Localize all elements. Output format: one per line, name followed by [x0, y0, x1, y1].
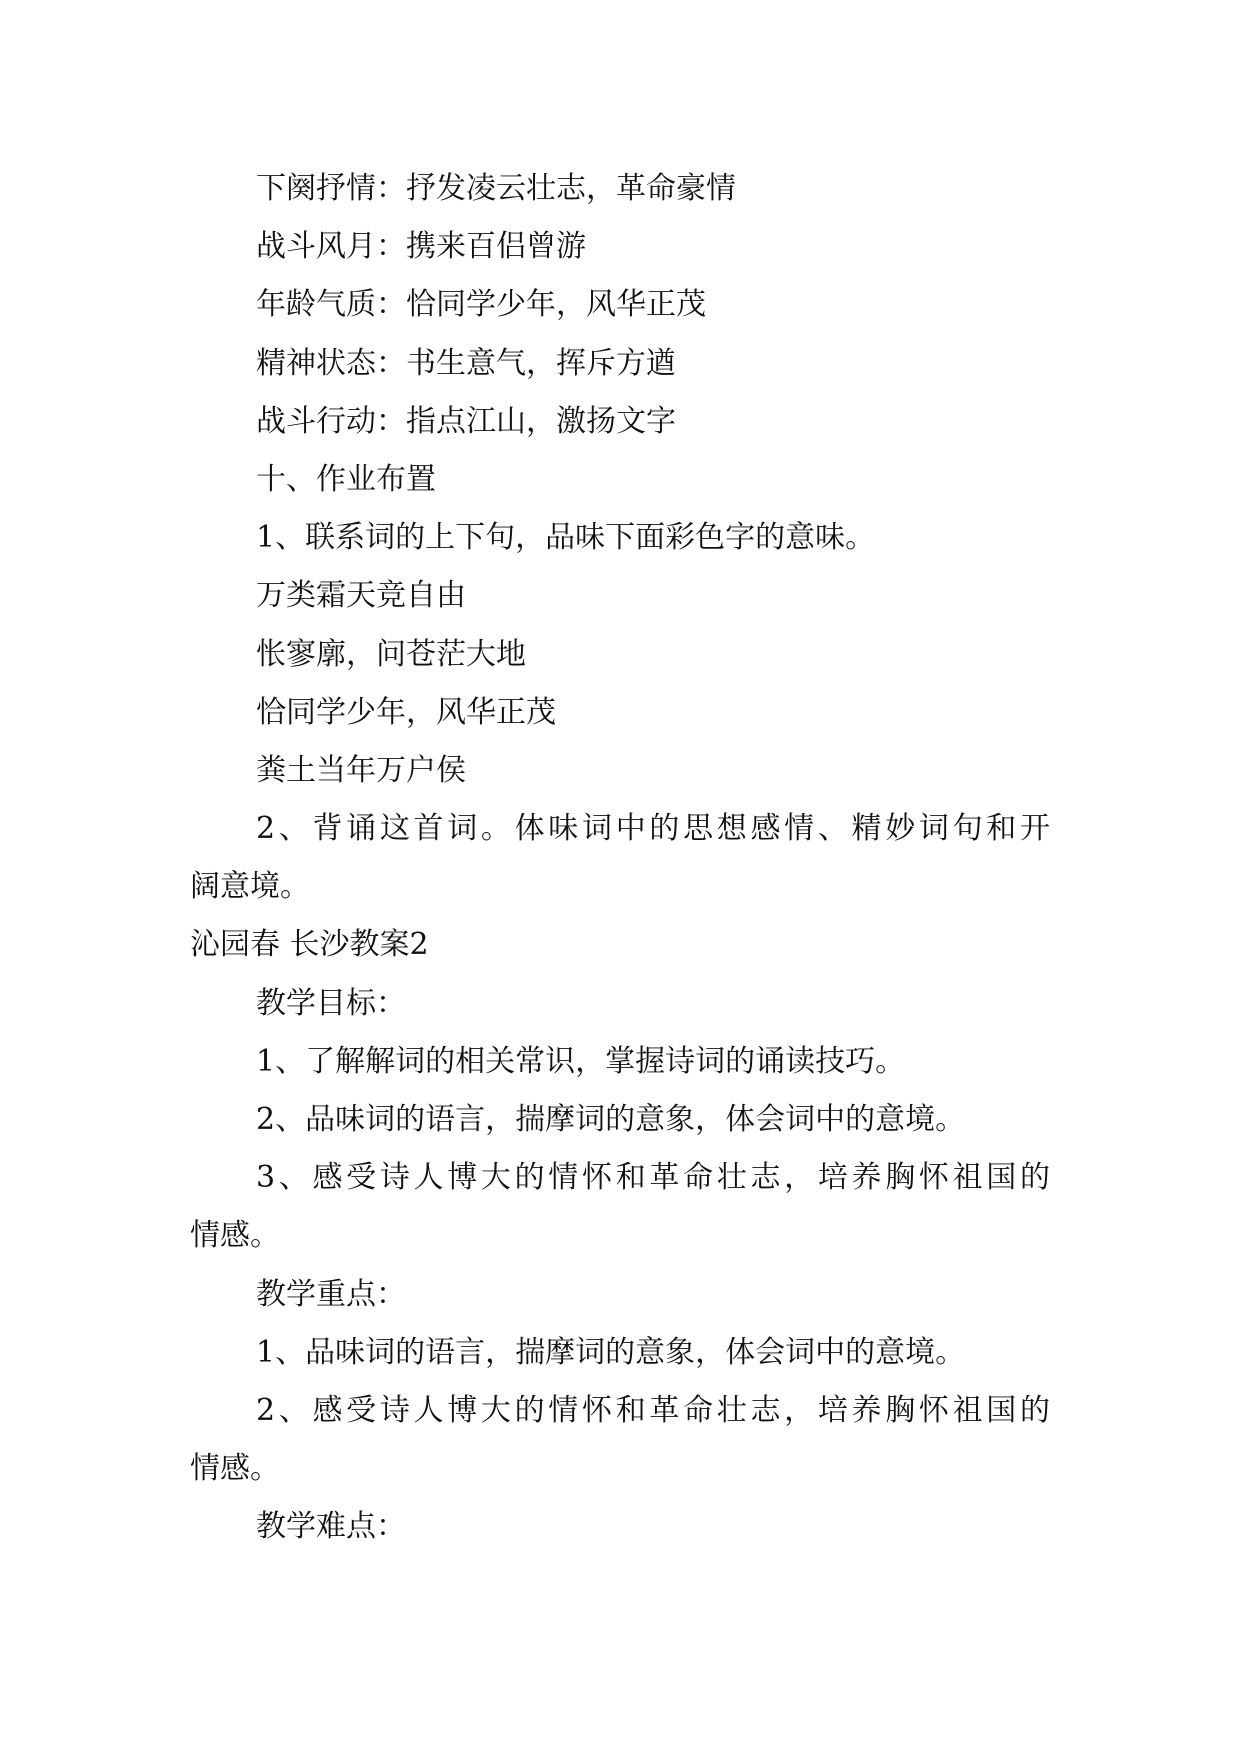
document-body: [190, 160, 1050, 1557]
text-line: 年龄气质：恰同学少年，风华正茂: [256, 287, 706, 323]
list-item: 1、品味词的语言，揣摩词的意象，体会词中的意境。: [256, 1334, 966, 1370]
list-item: 2、感受诗人博大的情怀和革命壮志，培养胸怀祖国的: [256, 1392, 1050, 1428]
text-line: 下阕抒情：抒发凌云壮志，革命豪情: [256, 171, 736, 206]
list-item: 3、感受诗人博大的情怀和革命壮志，培养胸怀祖国的: [256, 1160, 1050, 1196]
section-heading: 十、作业布置: [256, 461, 436, 497]
document-title: 沁园春 长沙教案2: [190, 927, 429, 963]
list-item-continuation: 阔意境。: [190, 869, 310, 905]
list-item: 1、联系词的上下句，品味下面彩色字的意味。: [256, 520, 876, 556]
quote-line: 粪土当年万户侯: [256, 752, 466, 788]
list-item: 1、了解解词的相关常识，掌握诗词的诵读技巧。: [256, 1043, 906, 1079]
list-item: 2、背诵这首词。体味词中的思想感情、精妙词句和开: [256, 811, 1050, 847]
section-heading: 教学目标：: [256, 985, 406, 1021]
text-line: 精神状态：书生意气，挥斥方遒: [256, 345, 676, 381]
text-line: 战斗行动：指点江山，激扬文字: [256, 403, 676, 439]
list-item-continuation: 情感。: [190, 1451, 280, 1487]
section-heading: 教学重点：: [256, 1276, 406, 1312]
quote-line: 恰同学少年，风华正茂: [256, 694, 556, 730]
list-item: 2、品味词的语言，揣摩词的意象，体会词中的意境。: [256, 1102, 966, 1137]
quote-line: 怅寥廓，问苍茫大地: [256, 636, 526, 672]
section-heading: 教学难点：: [256, 1509, 406, 1545]
text-line: 战斗风月：携来百侣曾游: [256, 229, 586, 265]
list-item-continuation: 情感。: [190, 1218, 280, 1254]
quote-line: 万类霜天竞自由: [256, 578, 466, 614]
